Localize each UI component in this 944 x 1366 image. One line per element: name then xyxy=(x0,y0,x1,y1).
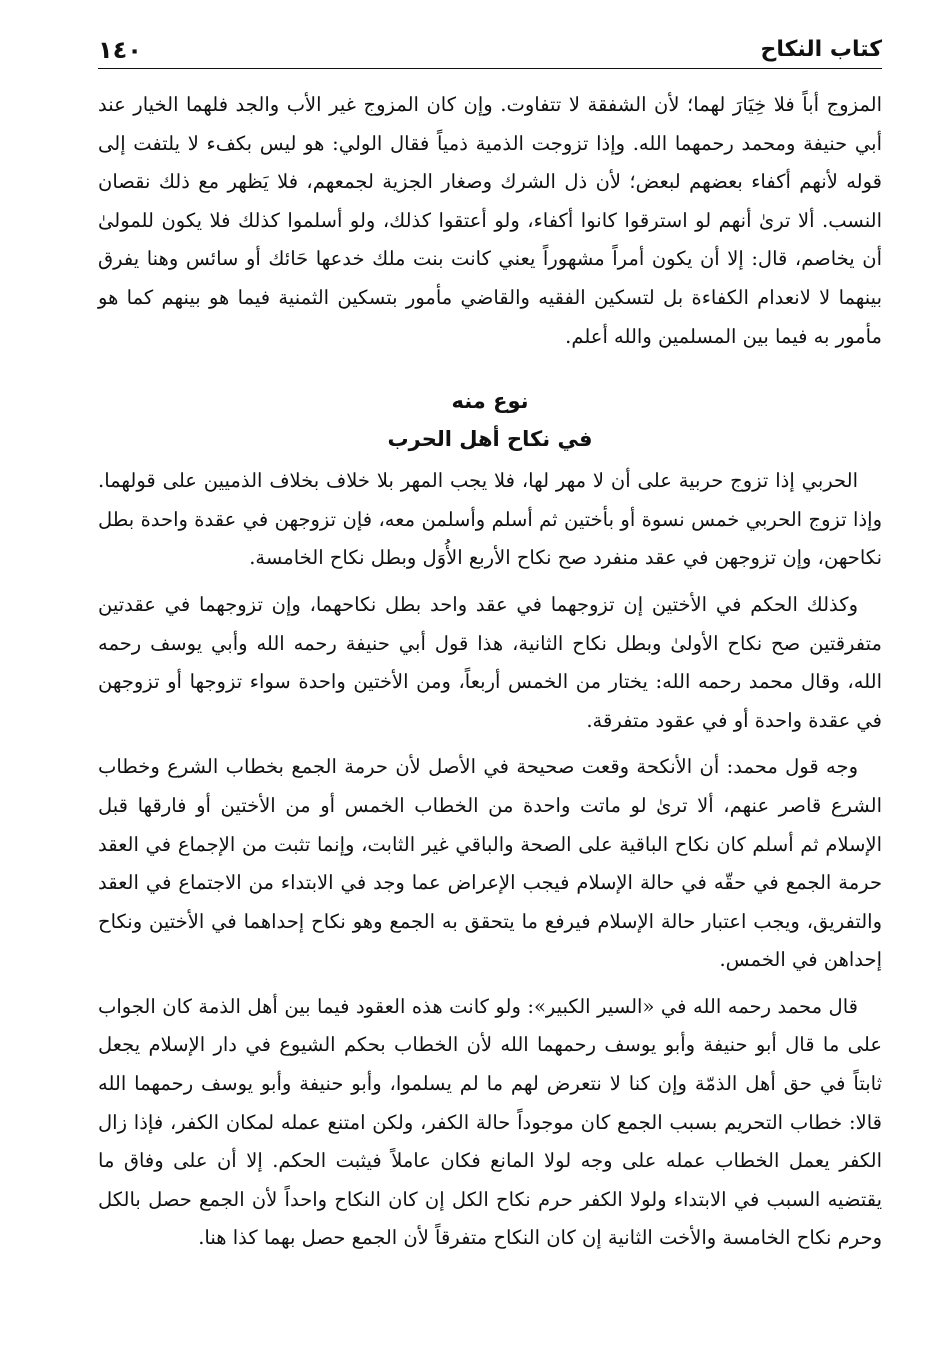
page-body xyxy=(98,86,882,1258)
paragraph-5: قال محمد رحمه الله في «السير الكبير»: ولو كانت هذه العقود فيما بين أهل الذمة كان الجواب على ما قال أبو حنيفة وأبو يوسف رحمهما الله لأن الخطاب بحكم الشيوع في دار الإسلام يجعل ثابتاً في حق أهل الذمّة وإن كنا لا نتعرض لهم ما لم يسلموا، وأبو حنيفة وأبو يوسف رحمهما الله قالا: خطاب التحريم بسبب الجمع كان موجوداً حالة الكفر، ولكن امتنع عمله لمكان الكفر، فإذا زال الكفر يعمل الخطاب عمله على وجه لولا المانع فكان عاملاً فيثبت الحكم. إلا أن على وفاق ما يقتضيه السبب في الابتداء ولولا الكفر حرم نكاح الكل إن كان النكاح واحداً لأن الجمع حصل بالكل وحرم نكاح الخامسة والأخت الثانية إن كان النكاح متفرقاً لأن الجمع حصل بهما كذا هنا. xyxy=(98,994,882,1250)
subsection-heading: في نكاح أهل الحرب xyxy=(387,427,593,452)
running-header xyxy=(98,28,882,69)
page-number: ١٤٠ xyxy=(98,36,142,64)
section-heading: نوع منه xyxy=(451,389,529,414)
paragraph-3: وكذلك الحكم في الأختين إن تزوجهما في عقد واحد بطل نكاحهما، وإن تزوجهما في عقدتين متفرقتين صح نكاح الأولىٰ وبطل نكاح الثانية، هذا قول أبي حنيفة رحمه الله وأبي يوسف رحمه الله، وقال محمد رحمه الله: يختار من الخمس أربعاً، ومن الأختين واحدة سواء تزوجها أو تزوجهن في عقدة واحدة أو في عقود متفرقة. xyxy=(98,592,882,732)
paragraph-4: وجه قول محمد: أن الأنكحة وقعت صحيحة في الأصل لأن حرمة الجمع بخطاب الشرع وخطاب الشرع قاصر عنهم، ألا ترىٰ لو ماتت واحدة من الخطاب الخمس أو من الأختين أو فارقها قبل الإسلام ثم أسلم كان نكاح الباقية على الصحة والباقي غير الثابت، وإنما تثبت من الإجماع في العقد حرمة الجمع في حقّه في حالة الإسلام فيجب الإعراض عما وجد في الابتداء من الاجتماع في العقد والتفريق، ويجب اعتبار حالة الإسلام فيرفع ما يتحقق به الجمع وهو نكاح إحداهما في الأختين ونكاح إحداهن في الخمس. xyxy=(98,755,882,972)
book-title: كتاب النكاح xyxy=(760,37,882,62)
paragraph-2: الحربي إذا تزوج حربية على أن لا مهر لها، فلا يجب المهر بلا خلاف بخلاف الذميين على قولهما. وإذا تزوج الحربي خمس نسوة أو بأختين ثم أسلم وأسلمن معه، فإن تزوجهن في عقدة واحدة بطل نكاحهن، وإن تزوجهن في عقد منفرد صح نكاح الأربع الأُوَل وبطل نكاح الخامسة. xyxy=(98,469,882,570)
paragraph-1: المزوج أباً فلا خِيَارَ لهما؛ لأن الشفقة لا تتفاوت. وإن كان المزوج غير الأب والجد فلهما الخيار عند أبي حنيفة ومحمد رحمهما الله. وإذا تزوجت الذمية ذمياً فقال الولي: هو ليس بكفء لا يلتفت إلى قوله لأنهم أكفاء بعضهم لبعض؛ لأن ذل الشرك وصغار الجزية لجمعهم، فلا يَظهر مع ذلك نقصان النسب. ألا ترىٰ أنهم لو استرقوا كانوا أكفاء، ولو أعتقوا كذلك، ولو أسلموا كذلك فلا يكون للمولىٰ أن يخاصم، قال: إلا أن يكون أمراً مشهوراً يعني كانت بنت ملك خدعها حَائك أو سائس وهنا يفرق بينهما لا لانعدام الكفاءة بل لتسكين الفقيه والقاضي مأمور بتسكين الثمنية فيما هو بينهم كما هو مأمور به فيما بين المسلمين والله أعلم. xyxy=(98,93,882,348)
